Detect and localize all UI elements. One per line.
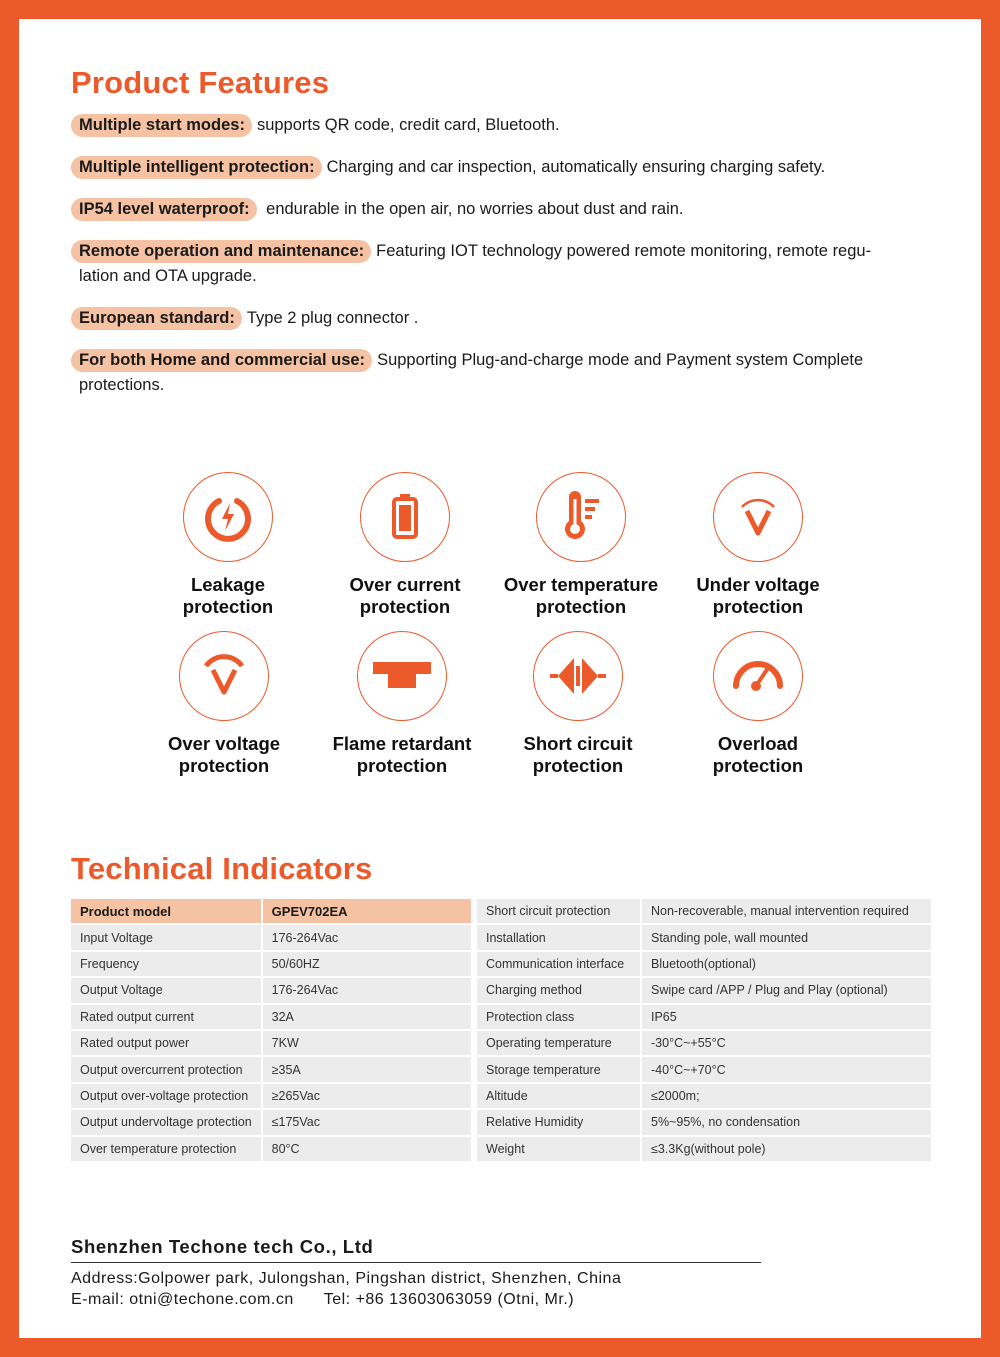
protection-line2: protection — [535, 596, 627, 617]
protection-line1: Leakage — [190, 574, 266, 595]
feature-label: European standard: — [71, 307, 242, 330]
spec-row — [71, 1057, 471, 1081]
feature-item — [71, 306, 931, 331]
spec-row — [477, 1031, 931, 1055]
feature-text: Charging and car inspection, automatically ensuring charging safety. — [326, 158, 826, 176]
features-list — [71, 113, 931, 415]
spec-value: ≥265Vac — [263, 1084, 471, 1108]
spec-row — [477, 1110, 931, 1134]
feature-text: Type 2 plug connector . — [246, 309, 419, 327]
spec-row — [477, 978, 931, 1002]
tech-title: Technical Indicators — [71, 851, 373, 886]
spec-name: Weight — [477, 1137, 642, 1161]
spec-value: ≤3.3Kg(without pole) — [642, 1137, 931, 1161]
features-title: Product Features — [71, 65, 330, 100]
spec-row — [477, 925, 931, 949]
feature-text: supports QR code, credit card, Bluetooth. — [256, 116, 560, 134]
spec-name: Output undervoltage protection — [71, 1110, 263, 1134]
protection-line1: Under voltage — [696, 574, 820, 595]
spec-value: 50/60HZ — [263, 952, 471, 976]
page-sheet — [19, 19, 981, 1338]
spec-row — [71, 1137, 471, 1161]
spec-name: Relative Humidity — [477, 1110, 642, 1134]
leakage-icon — [183, 472, 273, 562]
protection-flame-retardant — [312, 631, 492, 777]
footer-divider — [71, 1262, 761, 1263]
protection-line2: protection — [712, 596, 804, 617]
spec-value: IP65 — [642, 1005, 931, 1029]
spec-value: ≤2000m; — [642, 1084, 931, 1108]
feature-label: Multiple start modes: — [71, 114, 252, 137]
spec-name: Output Voltage — [71, 978, 263, 1002]
spec-name: Rated output current — [71, 1005, 263, 1029]
protection-under-voltage — [668, 472, 848, 618]
protection-over-current — [315, 472, 495, 618]
spec-name: Input Voltage — [71, 925, 263, 949]
spec-name: Output over-voltage protection — [71, 1084, 263, 1108]
email-line: E-mail: otni@techone.com.cn — [71, 1291, 294, 1308]
battery-icon — [360, 472, 450, 562]
spec-name: Short circuit protection — [477, 899, 642, 923]
spec-value: Bluetooth(optional) — [642, 952, 931, 976]
spec-name: Frequency — [71, 952, 263, 976]
spec-name: Over temperature protection — [71, 1137, 263, 1161]
protection-line1: Over voltage — [167, 733, 281, 754]
spec-row — [477, 1057, 931, 1081]
spec-row — [71, 1031, 471, 1055]
short-circuit-icon — [533, 631, 623, 721]
gauge-icon — [713, 631, 803, 721]
feature-item — [71, 239, 931, 289]
protection-line2: protection — [356, 755, 448, 776]
feature-item — [71, 155, 931, 180]
spec-row — [477, 899, 931, 923]
feature-item — [71, 197, 931, 222]
protection-leakage — [138, 472, 318, 618]
spec-row — [477, 1137, 931, 1161]
protection-line1: Overload — [717, 733, 799, 754]
protection-line2: protection — [182, 596, 274, 617]
spec-value: 7KW — [263, 1031, 471, 1055]
tel-line: Tel: +86 13603063059 (Otni, Mr.) — [323, 1291, 575, 1308]
spec-value: 176-264Vac — [263, 925, 471, 949]
flame-retardant-icon — [357, 631, 447, 721]
spec-value: Standing pole, wall mounted — [642, 925, 931, 949]
feature-item — [71, 348, 931, 398]
feature-item — [71, 113, 931, 138]
spec-value: Non-recoverable, manual intervention required — [642, 899, 931, 923]
protection-line1: Over temperature — [503, 574, 659, 595]
spec-name: Output overcurrent protection — [71, 1057, 263, 1081]
under-voltage-icon — [713, 472, 803, 562]
spec-value: 80°C — [263, 1137, 471, 1161]
spec-name: Operating temperature — [477, 1031, 642, 1055]
contact-block — [71, 1268, 621, 1310]
company-name: Shenzhen Techone tech Co., Ltd — [71, 1236, 374, 1257]
spec-value: -40°C~+70°C — [642, 1057, 931, 1081]
spec-row — [71, 952, 471, 976]
feature-label: For both Home and commercial use: — [71, 349, 372, 372]
spec-table-left — [71, 897, 471, 1163]
spec-value: 5%~95%, no condensation — [642, 1110, 931, 1134]
protection-line1: Over current — [349, 574, 461, 595]
spec-name: Product model — [71, 899, 263, 923]
spec-row — [477, 1084, 931, 1108]
spec-table-right — [477, 897, 931, 1163]
feature-label: IP54 level waterproof: — [71, 198, 257, 221]
feature-text: endurable in the open air, no worries about dust and rain. — [261, 200, 684, 218]
spec-row — [71, 1084, 471, 1108]
protection-line2: protection — [532, 755, 624, 776]
protection-over-voltage — [134, 631, 314, 777]
feature-text-cont: protections. — [79, 376, 165, 394]
spec-header-row — [71, 899, 471, 923]
over-voltage-icon — [179, 631, 269, 721]
spec-name: Installation — [477, 925, 642, 949]
spec-value: 32A — [263, 1005, 471, 1029]
protection-line2: protection — [712, 755, 804, 776]
protection-overload — [668, 631, 848, 777]
spec-row — [71, 1005, 471, 1029]
protection-line1: Flame retardant — [332, 733, 472, 754]
protection-line2: protection — [178, 755, 270, 776]
protection-short-circuit — [488, 631, 668, 777]
protection-over-temperature — [491, 472, 671, 618]
spec-row — [71, 1110, 471, 1134]
spec-row — [477, 952, 931, 976]
spec-name: Charging method — [477, 978, 642, 1002]
spec-name: Altitude — [477, 1084, 642, 1108]
thermometer-icon — [536, 472, 626, 562]
feature-text-cont: lation and OTA upgrade. — [79, 267, 257, 285]
spec-value: ≥35A — [263, 1057, 471, 1081]
spec-row — [477, 1005, 931, 1029]
spec-value: GPEV702EA — [263, 899, 471, 923]
spec-value: -30°C~+55°C — [642, 1031, 931, 1055]
protection-line2: protection — [359, 596, 451, 617]
spec-name: Rated output power — [71, 1031, 263, 1055]
spec-value: Swipe card /APP / Plug and Play (optional) — [642, 978, 931, 1002]
feature-label: Multiple intelligent protection: — [71, 156, 322, 179]
protection-line1: Short circuit — [523, 733, 633, 754]
spec-value: 176-264Vac — [263, 978, 471, 1002]
feature-label: Remote operation and maintenance: — [71, 240, 371, 263]
spec-name: Communication interface — [477, 952, 642, 976]
address-line: Address:Golpower park, Julongshan, Pingshan district, Shenzhen, China — [71, 1270, 622, 1287]
feature-text: Supporting Plug-and-charge mode and Payment system Complete — [377, 351, 864, 369]
spec-row — [71, 925, 471, 949]
spec-name: Protection class — [477, 1005, 642, 1029]
spec-row — [71, 978, 471, 1002]
feature-text: Featuring IOT technology powered remote monitoring, remote regu- — [376, 242, 872, 260]
spec-value: ≤175Vac — [263, 1110, 471, 1134]
spec-name: Storage temperature — [477, 1057, 642, 1081]
